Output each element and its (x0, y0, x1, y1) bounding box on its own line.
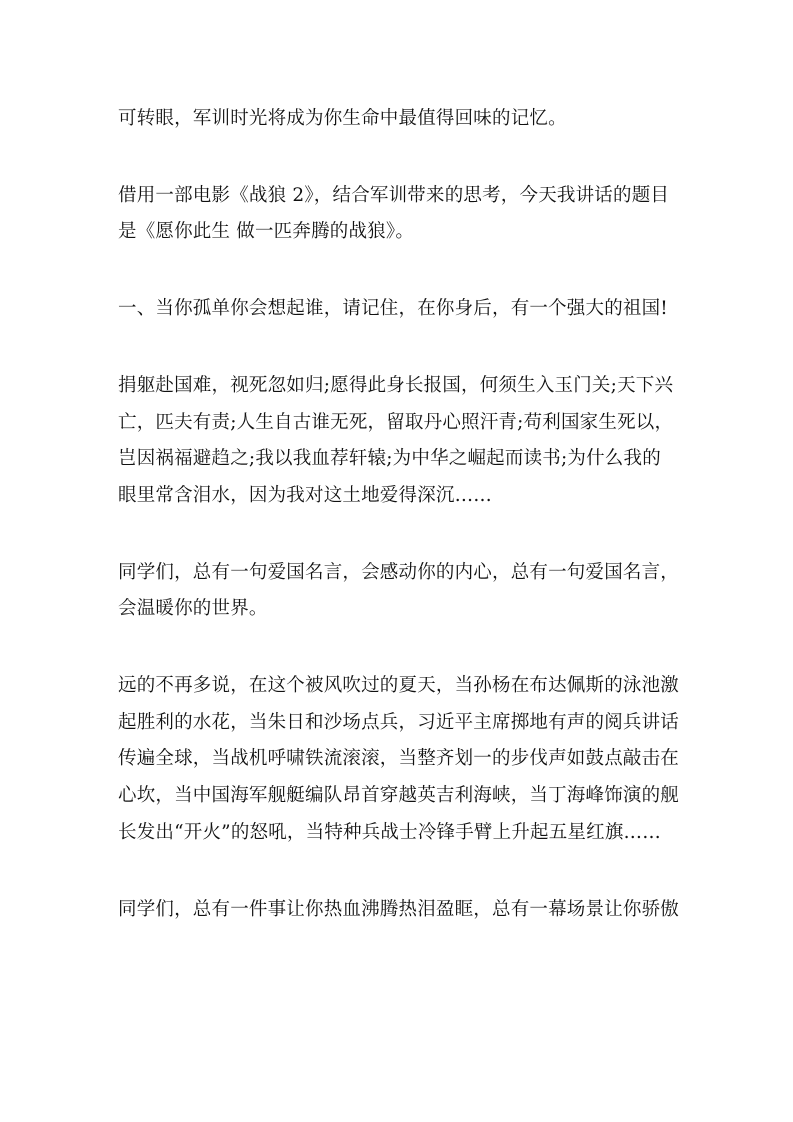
text-line: 同学们，总有一句爱国名言，会感动你的内心，总有一句爱国名言， (118, 561, 680, 583)
paragraph (118, 892, 683, 929)
paragraph (118, 555, 683, 628)
paragraph (118, 668, 683, 852)
text-line: 眼里常含泪水，因为我对这土地爱得深沉…… (118, 484, 493, 506)
text-line: 可转眼，军训时光将成为你生命中最值得回味的记忆。 (118, 108, 567, 129)
text-line: 传遍全球，当战机呼啸铁流滚滚，当整齐划一的步伐声如鼓点敲击在 (118, 748, 680, 770)
text-line: 捐躯赴国难，视死忽如归;愿得此身长报国，何须生入玉门关;天下兴 (118, 374, 674, 396)
text-line: 心坎，当中国海军舰艇编队昂首穿越英吉利海峡，当丁海峰饰演的舰 (118, 785, 680, 807)
section-heading (118, 291, 683, 328)
text-line: 同学们，总有一件事让你热血沸腾热泪盈眶，总有一幕场景让你骄傲 (118, 898, 680, 920)
text-line: 远的不再多说，在这个被风吹过的夏天，当孙杨在布达佩斯的泳池激 (118, 675, 680, 697)
document-body (118, 101, 683, 928)
text-line: 是《愿你此生 做一匹奔腾的战狼》。 (118, 221, 415, 243)
text-line: 会温暖你的世界。 (118, 598, 268, 620)
paragraph (118, 178, 683, 251)
text-line: 起胜利的水花，当朱日和沙场点兵，习近平主席掷地有声的阅兵讲话 (118, 711, 680, 733)
text-line: 长发出“开火”的怒吼，当特种兵战士冷锋手臂上升起五星红旗…… (118, 821, 661, 843)
paragraph (118, 368, 683, 515)
text-line: 亡，匹夫有责;人生自古谁无死，留取丹心照汗青;苟利国家生死以， (118, 411, 674, 433)
paragraph (118, 101, 683, 138)
text-line: 一、当你孤单你会想起谁，请记住，在你身后，有一个强大的祖国! (118, 298, 668, 320)
text-line: 借用一部电影《战狼 2》，结合军训带来的思考，今天我讲话的题目 (118, 184, 670, 206)
text-line: 岂因祸福避趋之;我以我血荐轩辕;为中华之崛起而读书;为什么我的 (118, 448, 661, 470)
